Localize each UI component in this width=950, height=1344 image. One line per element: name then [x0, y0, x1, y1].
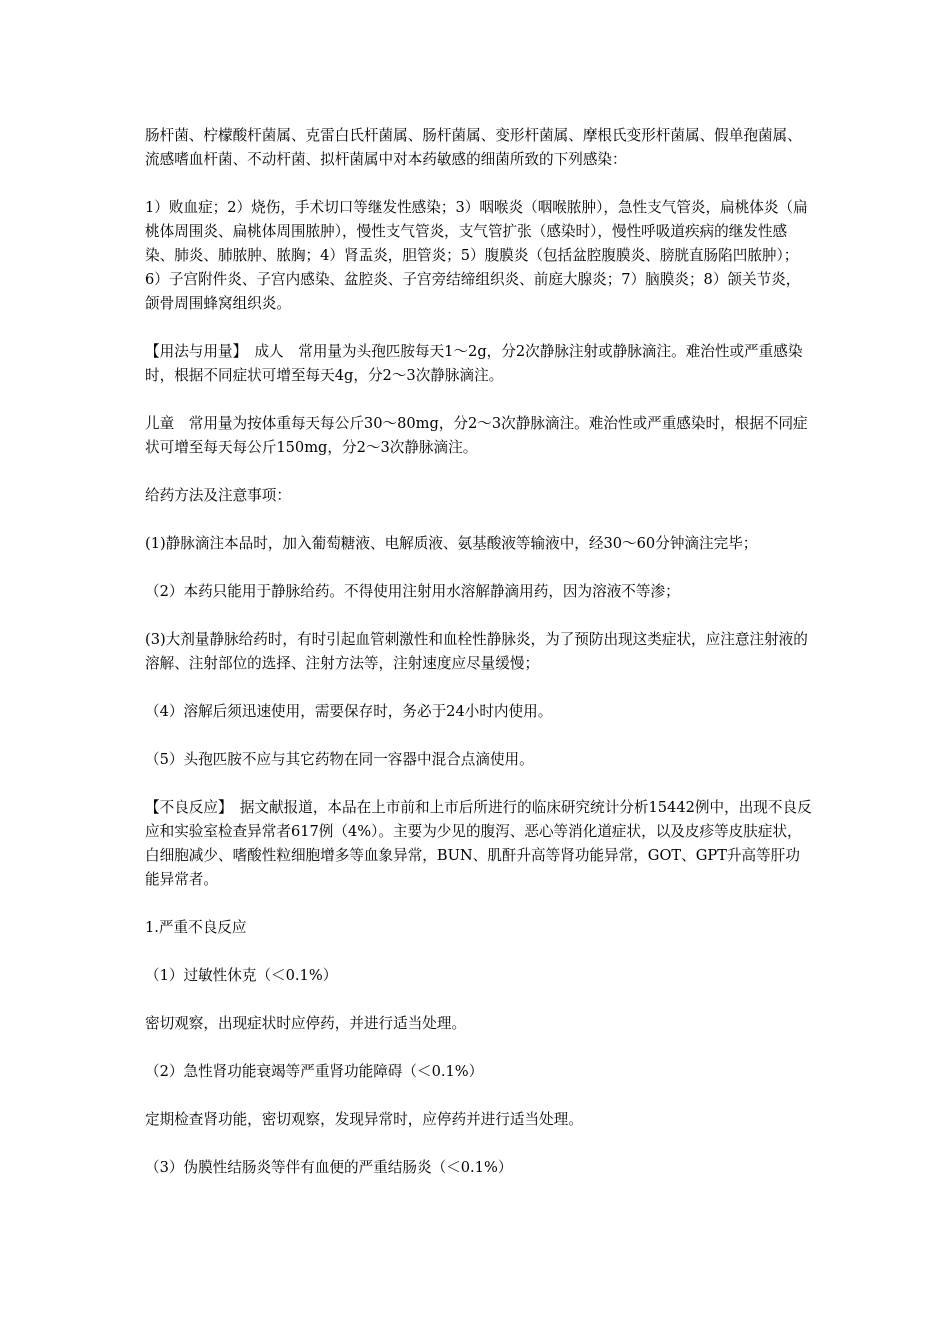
paragraph-administration-2: （2）本药只能用于静脉给药。不得使用注射用水溶解静滴用药，因为溶液不等渗；: [145, 583, 680, 600]
paragraph-administration-5: （5）头孢匹胺不应与其它药物在同一容器中混合点滴使用。: [145, 751, 534, 768]
paragraph-adverse-reactions: 【不良反应】 据文献报道，本品在上市前和上市后所进行的临床研究统计分析15442例中，出现不良反应和实验室检查异常者617例（4%）。主要为少见的腹泻、恶心等消化道症状，以及皮疹等皮肤症状，白细胞减少、嗜酸性粒细胞增多等血象异常，BUN、肌酐升高等肾功能异常，GOT、GPT升高等肝功能异常者。: [145, 799, 812, 888]
paragraph-administration-1: (1)静脉滴注本品时，加入葡萄糖液、电解质液、氨基酸液等输液中，经30～60分钟滴注完毕；: [145, 535, 758, 552]
paragraph-serious-reaction-1: （1）过敏性休克（＜0.1%）: [145, 967, 338, 984]
paragraph-serious-reaction-3: （3）伪膜性结肠炎等伴有血便的严重结肠炎（＜0.1%）: [145, 1159, 513, 1176]
paragraph-serious-reaction-1-note: 密切观察，出现症状时应停药，并进行适当处理。: [145, 1015, 467, 1032]
paragraph-indications-list: 1）败血症；2）烧伤，手术切口等继发性感染；3）咽喉炎（咽喉脓肿），急性支气管炎，扁桃体炎（扁桃体周围炎、扁桃体周围脓肿），慢性支气管炎，支气管扩张（感染时），慢性呼吸道疾病的继发性感染、肺炎、肺脓肿、脓胸；4）肾盂炎，胆管炎；5）腹膜炎（包括盆腔腹膜炎、膀胱直肠陷凹脓肿）；6）子宫附件炎、子宫内感染、盆腔炎、子宫旁结缔组织炎、前庭大腺炎；7）脑膜炎；8）颌关节炎，颌骨周围蜂窝组织炎。: [145, 199, 808, 312]
paragraph-administration-4: （4）溶解后须迅速使用，需要保存时，务必于24小时内使用。: [145, 703, 553, 720]
paragraph-serious-reaction-2-note: 定期检查肾功能，密切观察，发现异常时，应停药并进行适当处理。: [145, 1111, 583, 1128]
paragraph-dosage-child: 儿童 常用量为按体重每天每公斤30～80mg，分2～3次静脉滴注。难治性或严重感染时，根据不同症状可增至每天每公斤150mg，分2～3次静脉滴注。: [145, 415, 808, 456]
paragraph-administration-3: (3)大剂量静脉给药时，有时引起血管刺激性和血栓性静脉炎，为了预防出现这类症状，应注意注射液的溶解、注射部位的选择、注射方法等，注射速度应尽量缓慢；: [145, 631, 808, 672]
paragraph-serious-reactions-heading: 1.严重不良反应: [145, 919, 247, 936]
paragraph-indications-bacteria: 肠杆菌、柠檬酸杆菌属、克雷白氏杆菌属、肠杆菌属、变形杆菌属、摩根氏变形杆菌属、假单孢菌属、流感嗜血杆菌、不动杆菌、拟杆菌属中对本药敏感的细菌所致的下列感染：: [145, 127, 802, 168]
document-body: [145, 124, 813, 1204]
paragraph-administration-heading: 给药方法及注意事项：: [145, 487, 291, 504]
paragraph-dosage-adult: 【用法与用量】 成人 常用量为头孢匹胺每天1～2g，分2次静脉注射或静脉滴注。难治性或严重感染时，根据不同症状可增至每天4g，分2～3次静脉滴注。: [145, 343, 803, 384]
paragraph-serious-reaction-2: （2）急性肾功能衰竭等严重肾功能障碍（＜0.1%）: [145, 1063, 484, 1080]
